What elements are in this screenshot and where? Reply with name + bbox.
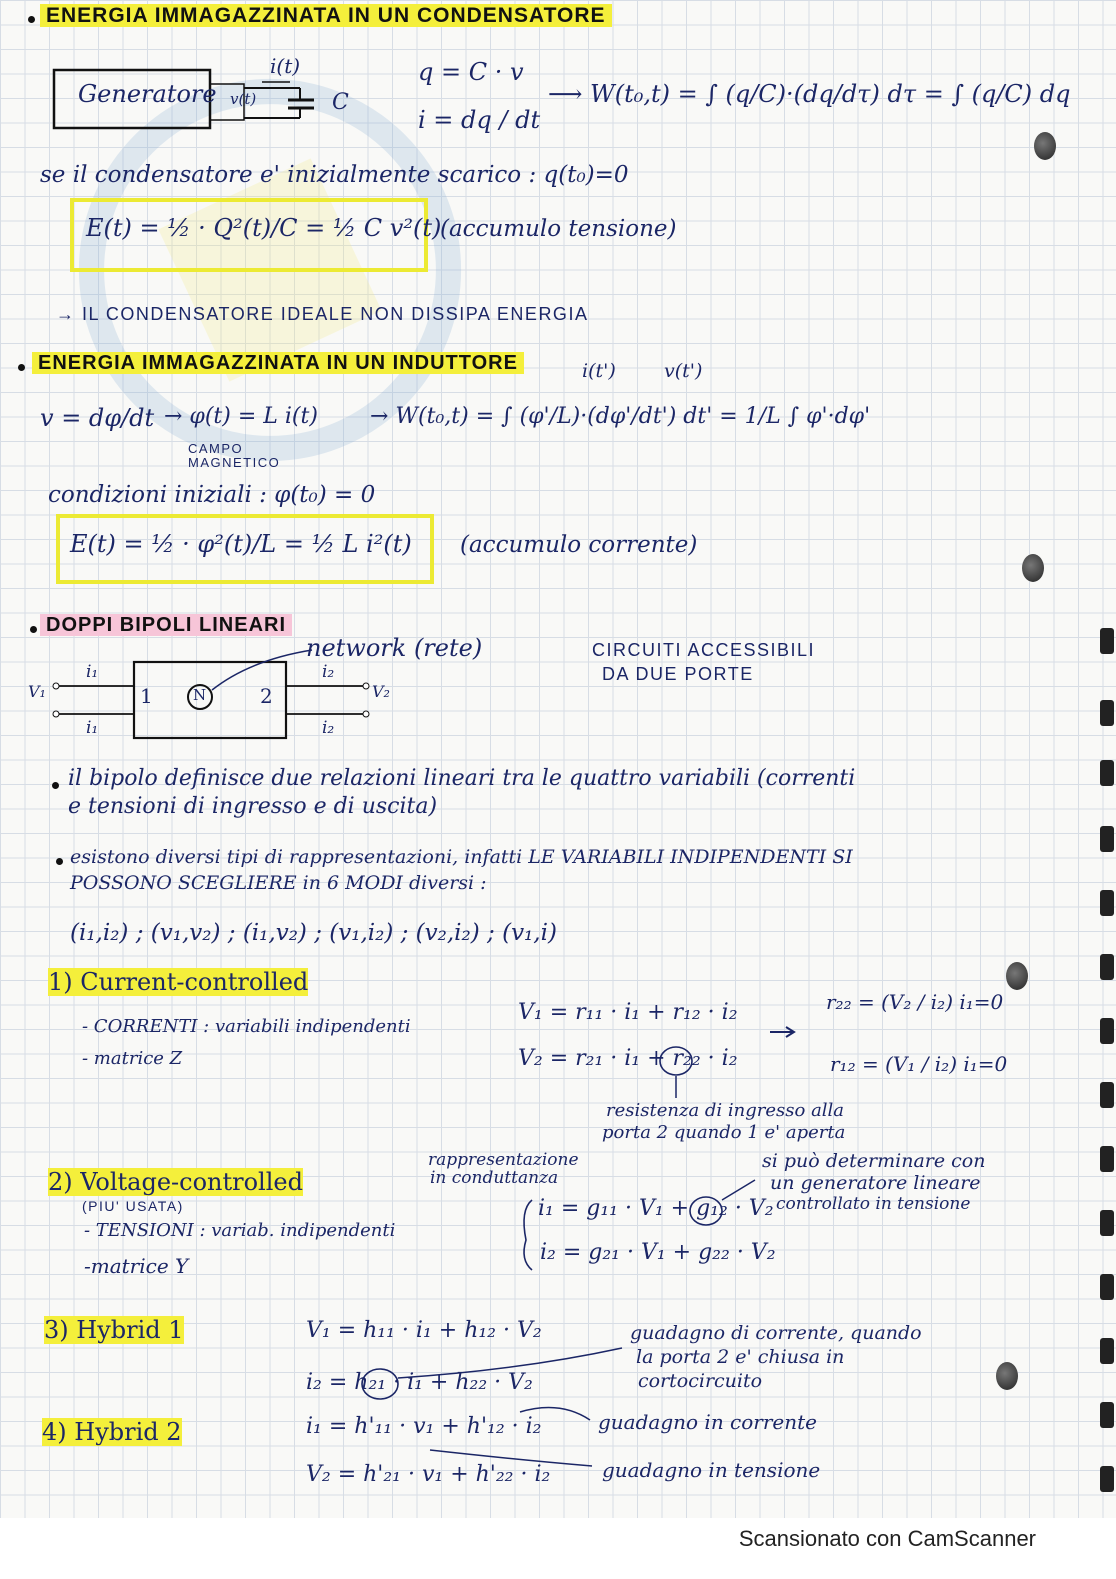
rep3-eq2: i₂ = h₂₁ · i₁ + h₂₂ · V₂ bbox=[306, 1370, 533, 1395]
capacitor-conclusion: → IL CONDENSATORE IDEALE NON DISSIPA ENERGIA bbox=[56, 304, 589, 324]
rep1-annotation-2: porta 2 quando 1 e' aperta bbox=[602, 1122, 846, 1143]
port1-current-bottom: i₁ bbox=[86, 718, 99, 738]
eq-flux: → φ(t) = L i(t) bbox=[164, 404, 318, 429]
spiral-ring bbox=[1100, 1018, 1114, 1044]
bullet bbox=[18, 364, 25, 371]
rep2-title: 2) Voltage-controlled bbox=[48, 1168, 303, 1196]
section2-title: ENERGIA IMMAGAZZINATA IN UN INDUTTORE bbox=[32, 352, 524, 375]
energy-capacitor-note: (accumulo tensione) bbox=[440, 216, 677, 242]
rep1-r12: r₁₂ = (V₁ / i₂) i₁=0 bbox=[830, 1052, 1008, 1076]
rep3-annotation-1: guadagno di corrente, quando bbox=[630, 1322, 922, 1344]
spiral-ring bbox=[1100, 1338, 1114, 1364]
accessible-line-2: DA DUE PORTE bbox=[602, 664, 754, 684]
variable-pairs: (i₁,i₂) ; (v₁,v₂) ; (i₁,v₂) ; (v₁,i₂) ; (v₂,i₂) ; (v₁,i) bbox=[70, 920, 557, 946]
network-n-label: N bbox=[193, 686, 207, 704]
rep1-eq2: V₂ = r₂₁ · i₁ + r₂₂ · i₂ bbox=[518, 1046, 738, 1071]
rep4-eq1: i₁ = h'₁₁ · v₁ + h'₁₂ · i₂ bbox=[306, 1414, 542, 1439]
punch-hole bbox=[1022, 554, 1044, 582]
spiral-ring bbox=[1100, 1466, 1114, 1492]
voltage-label: v(t) bbox=[230, 90, 257, 108]
rep2-repr-2: in conduttanza bbox=[430, 1168, 559, 1188]
bullet bbox=[52, 782, 59, 789]
energy-inductor-note: (accumulo corrente) bbox=[460, 532, 698, 558]
capacitor-initial-condition: se il condensatore e' inizialmente scarico : q(t₀)=0 bbox=[40, 162, 629, 188]
rep2-annotation-3: controllato in tensione bbox=[776, 1194, 971, 1214]
spiral-ring bbox=[1100, 954, 1114, 980]
rep2-subtitle: (PIU' USATA) bbox=[82, 1198, 184, 1214]
accessible-line-1: CIRCUITI ACCESSIBILI bbox=[592, 640, 816, 660]
rep1-eq1: V₁ = r₁₁ · i₁ + r₁₂ · i₂ bbox=[518, 1000, 738, 1025]
rep4-annotation-1: guadagno in corrente bbox=[598, 1410, 818, 1434]
eq-work-capacitor: ⟶ W(t₀,t) = ∫ (q/C)·(dq/dτ) dτ = ∫ (q/C) dq bbox=[548, 80, 1071, 108]
spiral-ring bbox=[1100, 1082, 1114, 1108]
energy-capacitor: E(t) = ½ · Q²(t)/C = ½ C v²(t) bbox=[86, 214, 442, 242]
energy-inductor: E(t) = ½ · φ²(t)/L = ½ L i²(t) bbox=[70, 530, 412, 558]
rep2-note-1: - TENSIONI : variab. indipendenti bbox=[84, 1220, 396, 1241]
representations-line-2: POSSONO SCEGLIERE in 6 MODI diversi : bbox=[70, 872, 487, 894]
rep1-note-1: - CORRENTI : variabili indipendenti bbox=[82, 1016, 411, 1037]
rep2-annotation-2: un generatore lineare bbox=[770, 1172, 981, 1194]
port2-current-top: i₂ bbox=[322, 662, 335, 682]
representations-line-1: esistono diversi tipi di rappresentazioni, infatti LE VARIABILI INDIPENDENTI SI bbox=[70, 846, 853, 868]
spiral-ring bbox=[1100, 1210, 1114, 1236]
rep3-title: 3) Hybrid 1 bbox=[44, 1316, 184, 1344]
spiral-ring bbox=[1100, 628, 1114, 654]
rep1-r22: r₂₂ = (V₂ / i₂) i₁=0 bbox=[826, 990, 1004, 1014]
rep2-repr-1: rappresentazione bbox=[428, 1150, 579, 1170]
port2-voltage: V₂ bbox=[372, 682, 390, 701]
inductor-initial-condition: condizioni iniziali : φ(t₀) = 0 bbox=[48, 482, 376, 508]
port1-current-top: i₁ bbox=[86, 662, 99, 682]
punch-hole bbox=[996, 1362, 1018, 1390]
spiral-ring bbox=[1100, 760, 1114, 786]
rep3-annotation-2: la porta 2 e' chiusa in bbox=[636, 1346, 845, 1368]
section3-title: DOPPI BIPOLI LINEARI bbox=[40, 614, 292, 637]
bipole-definition-line-1: il bipolo definisce due relazioni lineari tra le quattro variabili (correnti bbox=[68, 766, 856, 791]
eq-work-inductor: → W(t₀,t) = ∫ (φ'/L)·(dφ'/dt') dt' = 1/L ∫ φ'·dφ' bbox=[370, 404, 871, 429]
punch-hole bbox=[1006, 962, 1028, 990]
spiral-ring bbox=[1100, 1146, 1114, 1172]
port2-label: 2 bbox=[260, 684, 273, 708]
rep1-note-2: - matrice Z bbox=[82, 1048, 183, 1069]
rep1-title: 1) Current-controlled bbox=[48, 968, 309, 996]
port2-current-bottom: i₂ bbox=[322, 718, 335, 738]
scanner-footer bbox=[0, 1518, 1116, 1579]
capacitor-label: C bbox=[332, 90, 349, 115]
rep1-annotation-1: resistenza di ingresso alla bbox=[606, 1100, 845, 1121]
eq-current: i = dq / dt bbox=[418, 106, 541, 134]
eq-voltage-flux: v = dφ/dt bbox=[40, 404, 155, 432]
port1-voltage: V₁ bbox=[28, 682, 46, 701]
rep3-eq1: V₁ = h₁₁ · i₁ + h₁₂ · V₂ bbox=[306, 1318, 542, 1343]
current-label: i(t) bbox=[270, 54, 301, 78]
rep2-annotation-1: si può determinare con bbox=[762, 1150, 986, 1172]
spiral-ring bbox=[1100, 700, 1114, 726]
eq-charge: q = C · v bbox=[418, 58, 524, 86]
bullet bbox=[30, 626, 37, 633]
spiral-ring bbox=[1100, 826, 1114, 852]
rep2-eq1: i₁ = g₁₁ · V₁ + g₁₂ · V₂ bbox=[538, 1196, 774, 1221]
brace-v-label: v(t') bbox=[664, 360, 703, 382]
rep4-eq2: V₂ = h'₂₁ · v₁ + h'₂₂ · i₂ bbox=[306, 1462, 551, 1487]
bullet bbox=[56, 858, 63, 865]
spiral-ring bbox=[1100, 1402, 1114, 1428]
rep3-annotation-3: cortocircuito bbox=[638, 1370, 763, 1392]
network-label: network (rete) bbox=[306, 634, 483, 662]
punch-hole bbox=[1034, 132, 1056, 160]
brace-i-label: i(t') bbox=[582, 360, 616, 382]
rep4-annotation-2: guadagno in tensione bbox=[602, 1458, 821, 1482]
field-note: CAMPO MAGNETICO bbox=[188, 441, 281, 470]
spiral-ring bbox=[1100, 1274, 1114, 1300]
scanner-brand: Scansionato con CamScanner bbox=[738, 1526, 1036, 1551]
spiral-ring bbox=[1100, 890, 1114, 916]
generator-label: Generatore bbox=[78, 80, 217, 108]
bipole-definition-line-2: e tensioni di ingresso e di uscita) bbox=[68, 794, 438, 819]
rep2-eq2: i₂ = g₂₁ · V₁ + g₂₂ · V₂ bbox=[540, 1240, 776, 1265]
rep4-title: 4) Hybrid 2 bbox=[42, 1418, 182, 1446]
port1-label: 1 bbox=[140, 684, 153, 708]
section1-title: ENERGIA IMMAGAZZINATA IN UN CONDENSATORE bbox=[40, 4, 612, 28]
rep2-note-2: -matrice Y bbox=[84, 1254, 189, 1278]
